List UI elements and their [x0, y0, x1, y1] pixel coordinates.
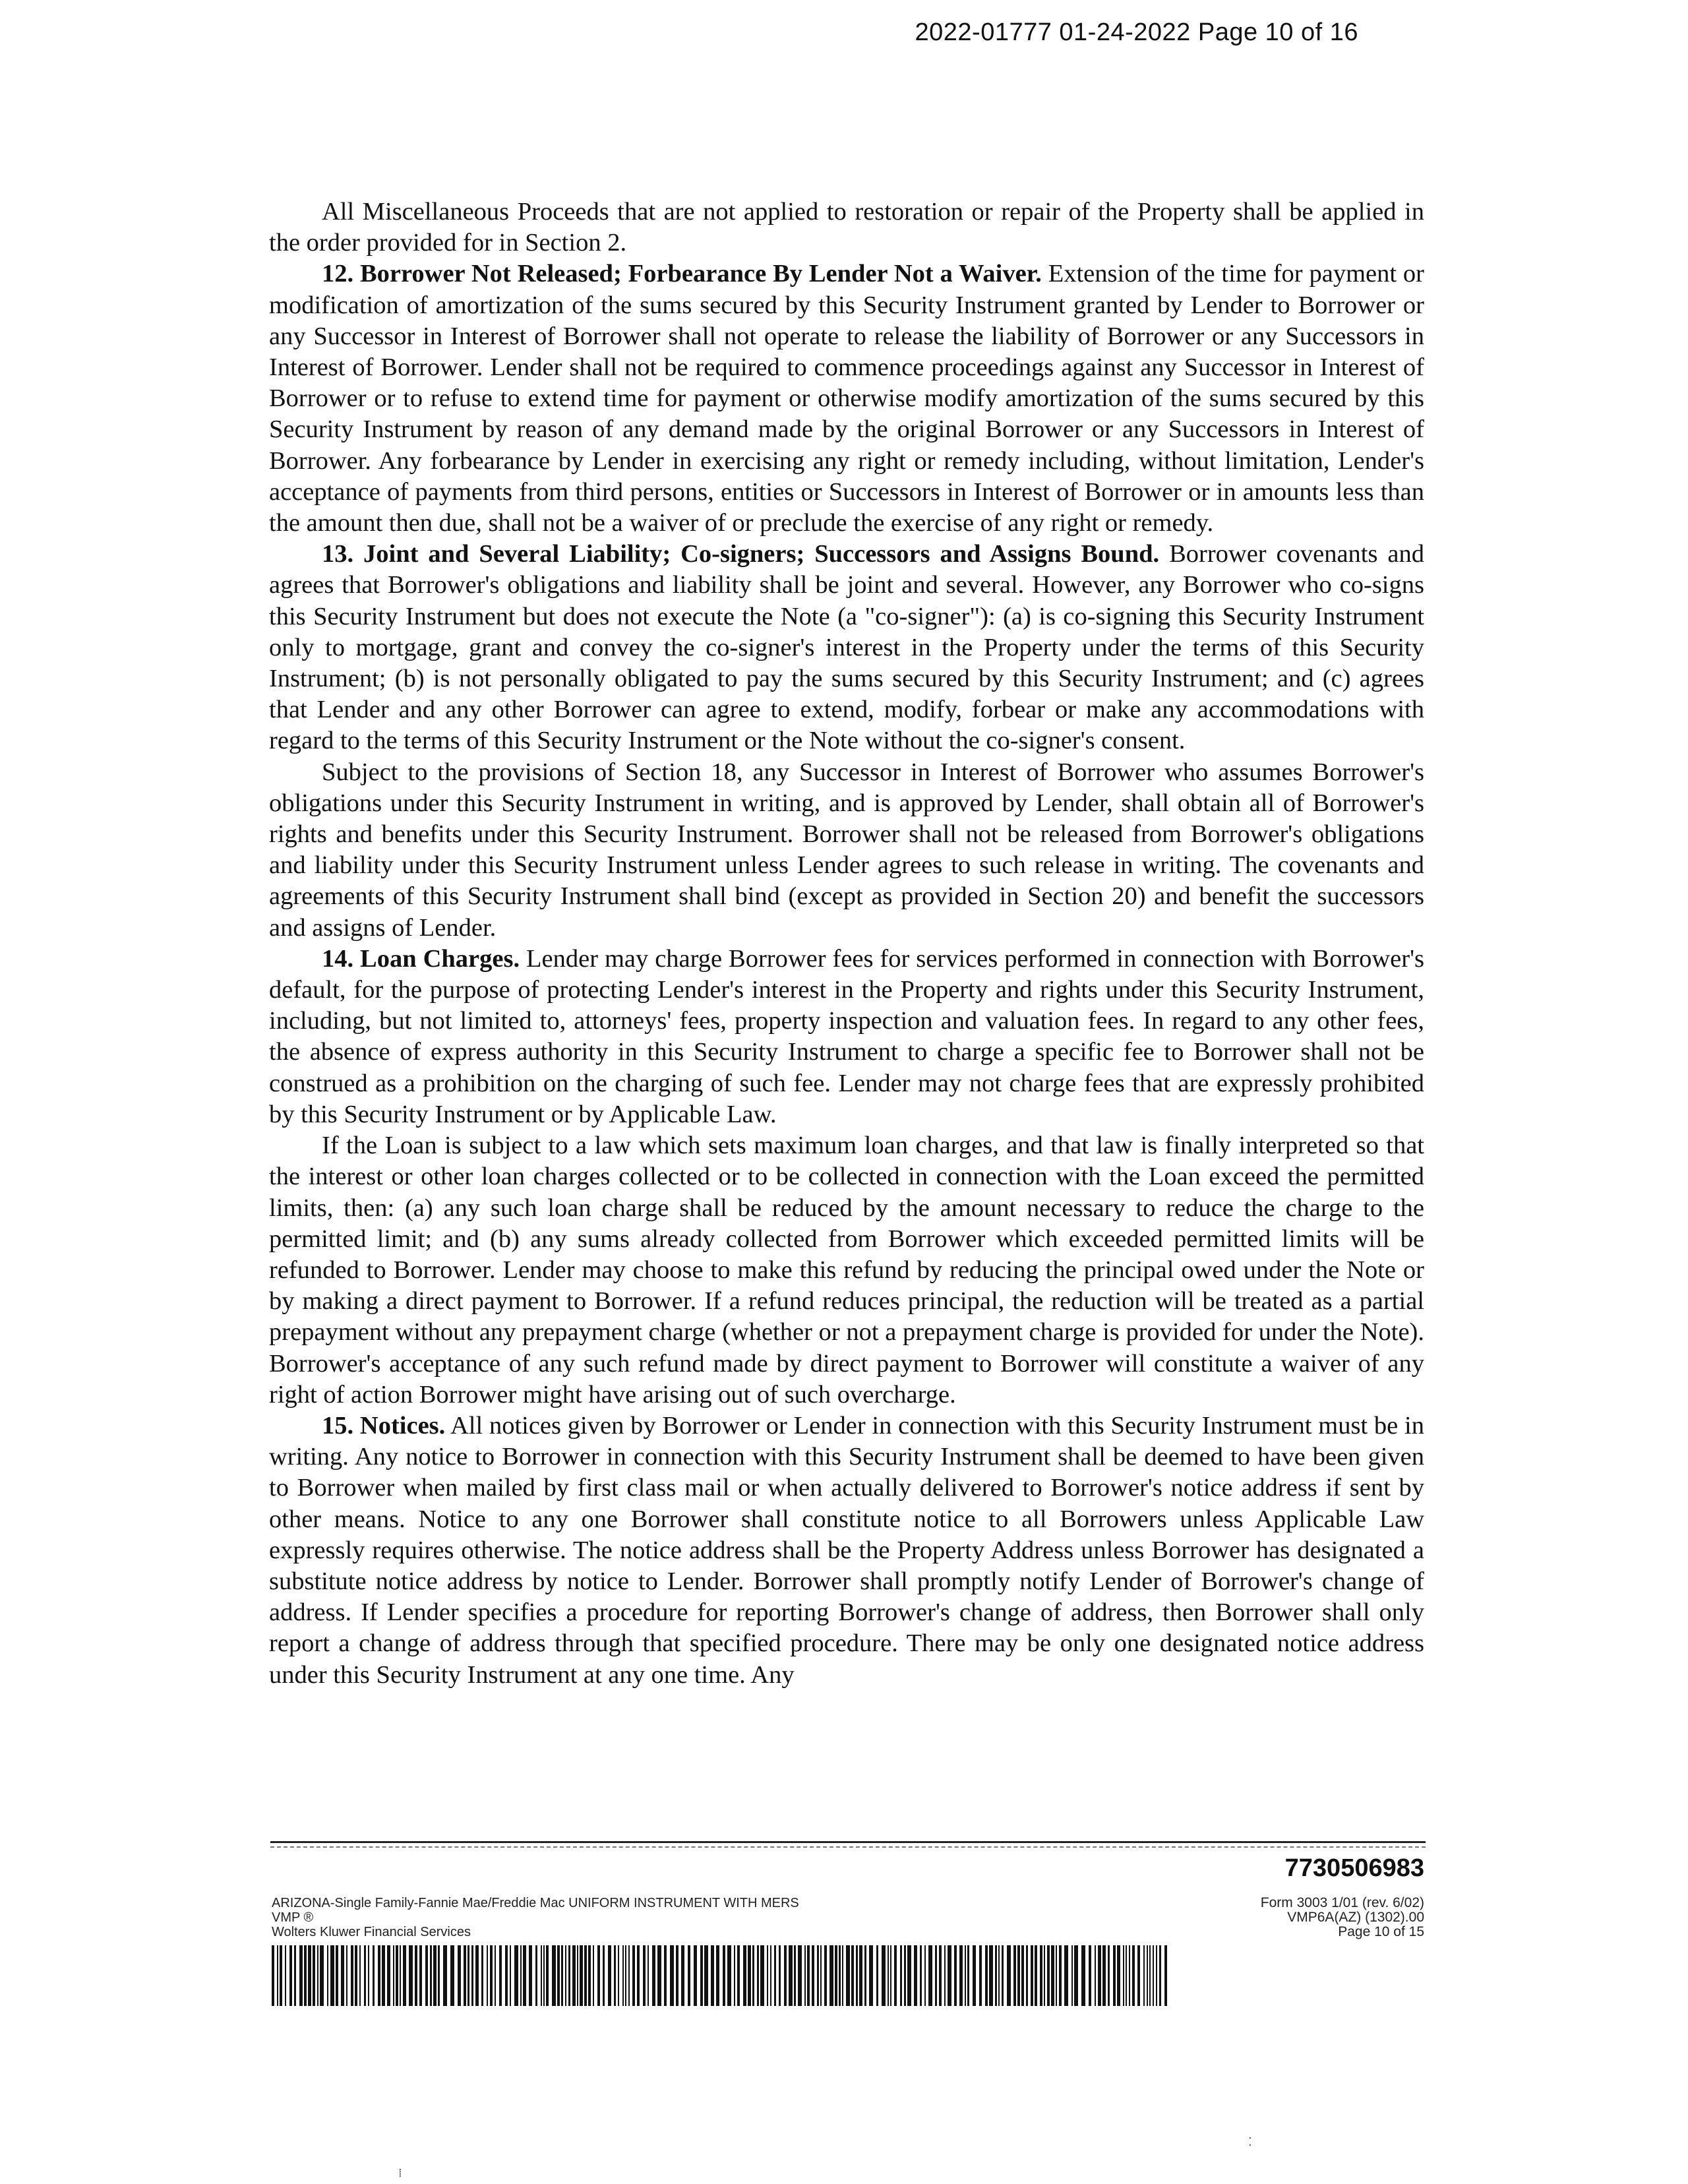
barcode-bar	[664, 1945, 667, 2006]
barcode-bar	[760, 1945, 764, 2006]
barcode-bar	[618, 1945, 619, 2006]
barcode-bar	[1095, 1945, 1096, 2006]
barcode-bar	[807, 1945, 810, 2006]
barcode-bar	[415, 1945, 417, 2006]
barcode-bar	[608, 1945, 611, 2006]
barcode-bar	[900, 1945, 902, 2006]
section-15-text: All notices given by Borrower or Lender in connection with this Security Instrument must be in writing. Any notice to Borrower in connection with this Security Instrument shall be deemed to have been given to Borrower when mailed by first class mail or when actually delivered to Borrower's notice address if sent by other means. Notice to any one Borrower shall constitute notice to all Borrowers unless Applicable Law expressly requires otherwise. The notice address shall be the Property Address unless Borrower has designated a substitute notice address by notice to Lender. Borrower shall promptly notify Lender of Borrower's change of address. If Lender specifies a procedure for reporting Borrower's change of address, then Borrower shall only report a change of address through that specified procedure. There may be only one designated notice address under this Security Instrument at any one time. Any	[269, 1411, 1424, 1689]
barcode-bar	[359, 1945, 361, 2006]
paragraph-successor: Subject to the provisions of Section 18, any Successor in Interest of Borrower who assumes Borrower's obligations under this Security Instrument in writing, and is approved by Lender, shall obtain all of Borrower's rights and benefits under this Security Instrument. Borrower shall not be released from Borrower's obligations and liability under this Security Instrument unless Lender agrees to such release in writing. The covenants and agreements of this Security Instrument shall bind (except as provided in Section 20) and benefit the successors and assigns of Lender.	[269, 758, 1424, 942]
barcode-bar	[1051, 1945, 1054, 2006]
footer-rule-dashed	[270, 1846, 1426, 1848]
barcode-bar	[1026, 1945, 1028, 2006]
barcode-bar	[748, 1945, 751, 2006]
barcode-bar	[597, 1945, 600, 2006]
barcode-bar	[368, 1945, 369, 2006]
barcode-bar	[835, 1945, 837, 2006]
barcode-bar	[657, 1945, 661, 2006]
barcode-bar	[752, 1945, 754, 2006]
barcode-bar	[1035, 1945, 1037, 2006]
barcode-bar	[784, 1945, 787, 2006]
barcode-bar	[1071, 1945, 1073, 2006]
barcode-bar	[387, 1945, 390, 2006]
barcode-bar	[355, 1945, 357, 2006]
barcode-bar	[842, 1945, 843, 2006]
barcode-bar	[1143, 1945, 1145, 2006]
barcode-bar	[859, 1945, 862, 2006]
barcode-bar	[820, 1945, 822, 2006]
barcode-bar	[743, 1945, 746, 2006]
barcode-bar	[467, 1945, 469, 2006]
vmp-mark: VMP ®	[272, 1910, 314, 1925]
barcode-bar	[1117, 1945, 1120, 2006]
barcode-bar	[285, 1945, 286, 2006]
barcode-bar	[817, 1945, 819, 2006]
barcode-bar	[928, 1945, 932, 2006]
barcode-bar	[1044, 1945, 1045, 2006]
barcode-bar	[280, 1945, 282, 2006]
barcode-bar	[1108, 1945, 1110, 2006]
barcode-bar	[535, 1945, 537, 2006]
form-code: VMP6A(AZ) (1302).00	[1287, 1910, 1424, 1925]
barcode-bar	[584, 1945, 587, 2006]
barcode-bar	[299, 1945, 303, 2006]
barcode-bar	[336, 1945, 338, 2006]
barcode-bar	[572, 1945, 576, 2006]
barcode-bar	[625, 1945, 626, 2006]
barcode-bar	[973, 1945, 976, 2006]
barcode-bar	[676, 1945, 678, 2006]
barcode-bar	[737, 1945, 740, 2006]
barcode-bar	[543, 1945, 545, 2006]
barcode-bar	[628, 1945, 630, 2006]
paragraph-section-12	[269, 258, 1424, 539]
barcode-bar	[694, 1945, 697, 2006]
publisher: Wolters Kluwer Financial Services	[272, 1925, 471, 1939]
barcode-bar	[1153, 1945, 1154, 2006]
barcode-bar	[1017, 1945, 1020, 2006]
barcode-bar	[1013, 1945, 1016, 2006]
barcode-bar	[1156, 1945, 1157, 2006]
barcode-bar	[770, 1945, 771, 2006]
barcode-bar	[505, 1945, 508, 2006]
barcode-bar	[767, 1945, 768, 2006]
barcode-bar	[846, 1945, 850, 2006]
barcode-bar	[1021, 1945, 1024, 2006]
barcode-bar	[341, 1945, 344, 2006]
barcode-bar	[757, 1945, 759, 2006]
barcode-bar	[272, 1945, 274, 2006]
barcode-bar	[839, 1945, 841, 2006]
barcode-bar	[495, 1945, 496, 2006]
barcode-bar	[711, 1945, 714, 2006]
barcode-bar	[313, 1945, 315, 2006]
barcode-bar	[1081, 1945, 1085, 2006]
document-body	[269, 197, 1424, 1691]
barcode-bar	[979, 1945, 982, 2006]
section-14-heading: 14. Loan Charges.	[322, 944, 520, 973]
barcode-bar	[890, 1945, 891, 2006]
barcode-bar	[561, 1945, 563, 2006]
barcode-bar	[373, 1945, 375, 2006]
barcode-bar	[869, 1945, 873, 2006]
section-15-heading: 15. Notices.	[322, 1411, 446, 1440]
barcode-bar	[1147, 1945, 1148, 2006]
section-13-heading: 13. Joint and Several Liability; Co-signers; Successors and Assigns Bound.	[322, 540, 1160, 568]
barcode-bar	[716, 1945, 719, 2006]
barcode-bar	[419, 1945, 422, 2006]
barcode-bar	[382, 1945, 385, 2006]
barcode-bar	[794, 1945, 796, 2006]
barcode-bar	[704, 1945, 708, 2006]
barcode-bar	[351, 1945, 353, 2006]
barcode-bar	[490, 1945, 493, 2006]
barcode-bar	[798, 1945, 802, 2006]
section-13-text: Borrower covenants and agrees that Borrower's obligations and liability shall be joint and several. However, any Borrower who co-signs this Security Instrument but does not execute the Note (a "co-signer"): (a) is co-signing this Security Instrument only to mortgage, grant and convey the co-signer's interest in the Property under the terms of this Security Instrument; (b) is not personally obligated to pay the sums secured by this Security Instrument; and (c) agrees that Lender and any other Borrower can agree to extend, modify, forbear or make any accommodations with regard to the terms of this Security Instrument or the Note without the co-signer's consent.	[269, 540, 1424, 755]
barcode-bar	[965, 1945, 966, 2006]
barcode-bar	[552, 1945, 556, 2006]
barcode-bar	[632, 1945, 635, 2006]
form-number: Form 3003 1/01 (rev. 6/02)	[1260, 1895, 1424, 1910]
barcode-bar	[520, 1945, 522, 2006]
barcode-bar	[1102, 1945, 1106, 2006]
barcode-bar	[614, 1945, 616, 2006]
barcode-bar	[995, 1945, 997, 2006]
barcode-bar	[1056, 1945, 1057, 2006]
barcode-bar	[487, 1945, 488, 2006]
barcode-bar	[499, 1945, 502, 2006]
barcode-bar	[396, 1945, 398, 2006]
barcode-bar	[481, 1945, 483, 2006]
barcode-bar	[920, 1945, 922, 2006]
barcode-bar	[304, 1945, 307, 2006]
barcode-bar	[622, 1945, 624, 2006]
barcode-bar	[378, 1945, 380, 2006]
scan-speck: ⁚	[1248, 2135, 1252, 2149]
barcode-bar	[346, 1945, 347, 2006]
barcode-bar	[967, 1945, 969, 2006]
barcode-bar	[989, 1945, 993, 2006]
barcode-bar	[588, 1945, 591, 2006]
barcode-bar	[510, 1945, 511, 2006]
barcode-bar	[546, 1945, 549, 2006]
barcode-bar	[1159, 1945, 1161, 2006]
barcode-bar	[450, 1945, 454, 2006]
barcode-bar	[985, 1945, 988, 2006]
barcode-bar	[580, 1945, 583, 2006]
barcode-bar	[856, 1945, 858, 2006]
barcode-bar	[433, 1945, 437, 2006]
barcode-bar	[643, 1945, 646, 2006]
barcode-bar	[681, 1945, 684, 2006]
barcode-bar	[824, 1945, 827, 2006]
barcode-bar	[438, 1945, 440, 2006]
paragraph-section-15	[269, 1410, 1424, 1691]
barcode-bar	[430, 1945, 432, 2006]
section-14-text: Lender may charge Borrower fees for services performed in connection with Borrower's default, for the purpose of protecting Lender's interest in the Property and rights under this Security Instrument, including, but not limited to, attorneys' fees, property inspection and valuation fees. In regard to any other fees, the absence of express authority in this Security Instrument to charge a specific fee to Borrower shall not be construed as a prohibition on the charging of such fee. Lender may not charge fees that are expressly prohibited by this Security Instrument or by Applicable Law.	[269, 944, 1424, 1128]
barcode-bar	[954, 1945, 957, 2006]
barcode-bar	[904, 1945, 906, 2006]
barcode-bar	[475, 1945, 479, 2006]
paragraph-section-13	[269, 539, 1424, 756]
barcode-bar	[593, 1945, 594, 2006]
paragraph-loan-charges: If the Loan is subject to a law which sets maximum loan charges, and that law is finally interpreted so that the interest or other loan charges collected or to be collected in connection with the Loan exceed the permitted limits, then: (a) any such loan charge shall be reduced by the amount necessary to reduce the charge to the permitted limit; and (b) any sums already collected from Borrower which exceeded permitted limits will be refunded to Borrower. Lender may choose to make this refund by reducing the principal owed under the Note or by making a direct payment to Borrower. If a refund reduces principal, the reduction will be treated as a partial prepayment without any prepayment charge (whether or not a prepayment charge is provided for under the Note). Borrower's acceptance of any such refund made by direct payment to Borrower will constitute a waiver of any right of action Borrower might have arising out of such overcharge.	[269, 1132, 1424, 1409]
footer-rule	[270, 1841, 1426, 1843]
barcode-bar	[514, 1945, 518, 2006]
paragraph-section-14	[269, 944, 1424, 1130]
form-footer-right	[1261, 1896, 1424, 1939]
barcode-bar	[294, 1945, 296, 2006]
section-12-text: Extension of the time for payment or modification of amortization of the sums secured by this Security Instrument granted by Lender to Borrower or any Successor in Interest of Borrower shall not operate to release the liability of Borrower or any Successors in Interest of Borrower. Lender shall not be required to commence proceedings against any Successor in Interest of Borrower or to refuse to extend time for payment or otherwise modify amortization of the sums secured by this Security Instrument by reason of any demand made by the original Borrower or any Successors in Interest of Borrower. Any forbearance by Lender in exercising any right or remedy including, without limitation, Lender's acceptance of payments from third persons, entities or Successors in Interest of Borrower or in amounts less than the amount then due, shall not be a waiver of or preclude the exercise of any right or remedy.	[269, 260, 1425, 537]
barcode-bar	[1113, 1945, 1116, 2006]
barcode-bar	[876, 1945, 878, 2006]
barcode-bar	[935, 1945, 937, 2006]
barcode-bar	[652, 1945, 655, 2006]
barcode-image	[272, 1945, 1170, 2006]
barcode-bar	[774, 1945, 776, 2006]
barcode-bar	[888, 1945, 889, 2006]
barcode-bar	[939, 1945, 942, 2006]
barcode-bar	[529, 1945, 532, 2006]
barcode-bar	[1089, 1945, 1091, 2006]
barcode-bar	[1064, 1945, 1068, 2006]
barcode-bar	[1137, 1945, 1140, 2006]
barcode-bar	[471, 1945, 473, 2006]
barcode-bar	[944, 1945, 946, 2006]
barcode-bar	[603, 1945, 605, 2006]
paragraph-misc-proceeds: All Miscellaneous Proceeds that are not applied to restoration or repair of the Property shall be applied in the order provided for in Section 2.	[269, 198, 1424, 257]
barcode-bar	[1031, 1945, 1033, 2006]
barcode-bar	[458, 1945, 461, 2006]
barcode-bar	[1040, 1945, 1042, 2006]
barcode-bar	[1123, 1945, 1124, 2006]
barcode-bar	[1149, 1945, 1151, 2006]
barcode-bar	[320, 1945, 324, 2006]
barcode-bar	[400, 1945, 401, 2006]
barcode-bar	[393, 1945, 394, 2006]
barcode-bar	[864, 1945, 866, 2006]
barcode-bar	[637, 1945, 640, 2006]
barcode-bar	[330, 1945, 334, 2006]
barcode-bar	[464, 1945, 466, 2006]
recording-header: 2022-01777 01-24-2022 Page 10 of 16	[915, 18, 1358, 46]
barcode-bar	[851, 1945, 854, 2006]
barcode-bar	[443, 1945, 447, 2006]
form-title: ARIZONA-Single Family-Fannie Mae/Freddie Mac UNIFORM INSTRUMENT WITH MERS	[272, 1896, 799, 1910]
barcode-bar	[670, 1945, 674, 2006]
barcode-bar	[894, 1945, 897, 2006]
barcode-bar	[403, 1945, 406, 2006]
form-footer-left	[272, 1896, 799, 1939]
barcode-bar	[998, 1945, 1000, 2006]
barcode-bar	[1098, 1945, 1101, 2006]
barcode-bar	[804, 1945, 806, 2006]
scan-speck: ⁞	[398, 2166, 402, 2180]
barcode-bar	[1059, 1945, 1062, 2006]
barcode-bar	[308, 1945, 311, 2006]
barcode-bar	[1047, 1945, 1050, 2006]
barcode-bar	[789, 1945, 793, 2006]
barcode-bar	[289, 1945, 292, 2006]
barcode-bar	[541, 1945, 542, 2006]
barcode-bar	[648, 1945, 649, 2006]
loan-number: 7730506983	[1284, 1854, 1424, 1882]
barcode-bar	[812, 1945, 814, 2006]
barcode-bar	[409, 1945, 413, 2006]
barcode-bar	[688, 1945, 690, 2006]
barcode-bar	[317, 1945, 318, 2006]
barcode-bar	[948, 1945, 951, 2006]
barcode-bar	[557, 1945, 560, 2006]
barcode-bar	[734, 1945, 735, 2006]
barcode-bar	[727, 1945, 731, 2006]
barcode-bar	[1132, 1945, 1135, 2006]
barcode-bar	[277, 1945, 278, 2006]
barcode-bar	[959, 1945, 963, 2006]
barcode-bar	[779, 1945, 781, 2006]
barcode-bar	[829, 1945, 833, 2006]
barcode-bar	[565, 1945, 566, 2006]
barcode-bar	[1126, 1945, 1127, 2006]
barcode-bar	[1164, 1945, 1167, 2006]
barcode-bar	[914, 1945, 917, 2006]
barcode-bar	[723, 1945, 725, 2006]
barcode-bar	[1007, 1945, 1011, 2006]
barcode-bar	[523, 1945, 526, 2006]
barcode-bar	[907, 1945, 911, 2006]
barcode-bar	[327, 1945, 328, 2006]
barcode-bar	[1129, 1945, 1130, 2006]
barcode-bar	[882, 1945, 886, 2006]
form-page: Page 10 of 15	[1338, 1924, 1424, 1939]
barcode-bar	[1002, 1945, 1004, 2006]
barcode-bar	[568, 1945, 570, 2006]
barcode-bar	[1074, 1945, 1078, 2006]
section-12-heading: 12. Borrower Not Released; Forbearance By Lender Not a Waiver.	[322, 260, 1042, 288]
barcode-bar	[425, 1945, 428, 2006]
barcode-bar	[924, 1945, 926, 2006]
barcode-bar	[577, 1945, 578, 2006]
barcode-bar	[700, 1945, 703, 2006]
barcode-bar	[364, 1945, 366, 2006]
